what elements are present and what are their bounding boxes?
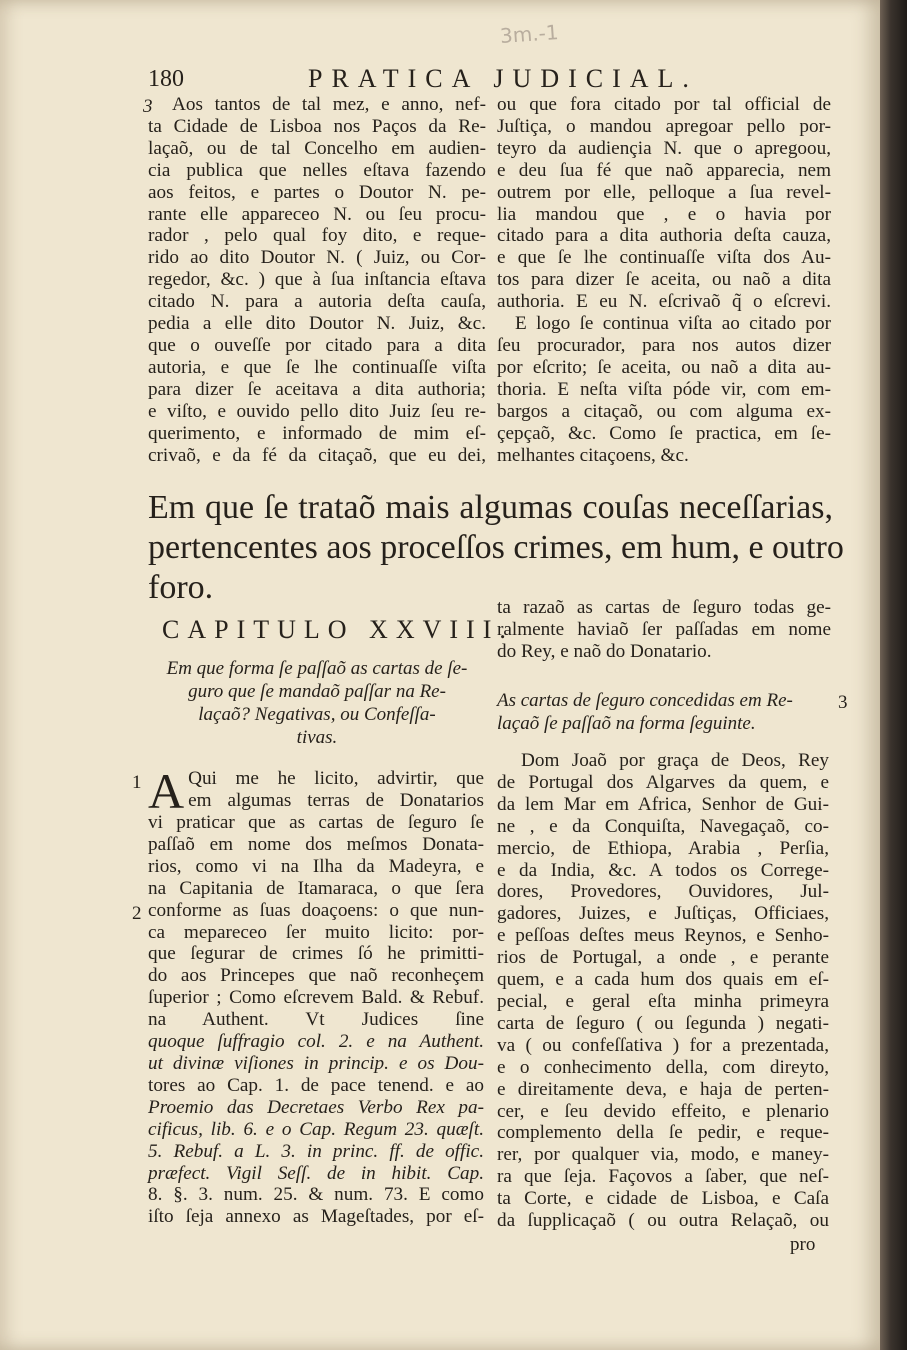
text-line: ta Corte, e cidade de Lisboa, e Caſa <box>497 1188 829 1210</box>
text-line: laçaõ, ou de tal Concelho em audien- <box>148 137 486 159</box>
margin-number: 2 <box>132 903 142 924</box>
heading-line: foro. <box>148 569 214 606</box>
text-line: conforme as ſuas doaçoens: o que nun- <box>148 899 484 921</box>
text-line: ne , e da Conquiſta, Navegaçaõ, co- <box>497 815 829 837</box>
text-line: querimento, e informado de mim eſ- <box>148 422 486 444</box>
text-line: e direitamente deva, e haja de perten- <box>497 1078 829 1100</box>
page-edge <box>880 0 907 1350</box>
text-line: e o conhecimento della, com direyto, <box>497 1056 829 1078</box>
text-line: ca mepareceo ſer muito licito: por- <box>148 921 484 943</box>
text-line: rante elle appareceo N. ou ſeu procu- <box>148 203 486 225</box>
text-line: E logo ſe continua viſta ao citado por <box>515 313 831 335</box>
text-line: gadores, Juizes, e Juſtiças, Officiaes, <box>497 903 829 925</box>
text-line: ut divinæ viſiones in princip. e os Dou- <box>148 1052 484 1074</box>
text-line: autoria, e que ſe lhe continuaſſe viſta <box>148 356 486 378</box>
text-line: carta de ſeguro ( ou ſegunda ) negati- <box>497 1012 829 1034</box>
text-line: ta razaõ as cartas de ſeguro todas ge- <box>497 597 831 618</box>
drop-cap: A <box>148 763 185 819</box>
column-c <box>148 763 484 1228</box>
text-line: rios, como vi na Ilha da Madeyra, e <box>148 855 484 877</box>
chapter-title-line: Em que forma ſe paſſaõ as cartas de ſe- <box>166 658 468 679</box>
text-line: quoque ſuffragio col. 2. e na Authent. <box>148 1031 484 1053</box>
text-line: que ſegurar de crimes ſó he primitti- <box>148 943 484 965</box>
text-line: e peſſoas deſtes meus Reynos, e Senho- <box>497 925 829 947</box>
text-line: e da India, &c. A todos os Correge- <box>497 859 829 881</box>
text-line: thoria. E neſta viſta póde vir, com em- <box>497 378 831 400</box>
text-line: quem, e a cada hum dos quais em eſ- <box>497 969 829 991</box>
text-line: paſſaõ em nome dos meſmos Donata- <box>148 833 484 855</box>
text-line: rer, por qualquer via, modo, e maney- <box>497 1144 829 1166</box>
text-line: bargos a citaçaõ, ou com alguma ex- <box>497 400 831 422</box>
text-line: tos para dizer ſe aceita, ou naõ a dita <box>497 269 831 291</box>
pencil-annotation: 3m.-1 <box>499 19 560 49</box>
margin-number: 3 <box>143 96 153 117</box>
text-line: ta Cidade de Lisboa nos Paços da Re- <box>148 115 486 137</box>
margin-title-line: As cartas de ſeguro concedidas em Re- <box>497 690 793 711</box>
text-line: complemento della ſe pedir, e reque- <box>497 1122 829 1144</box>
section-heading <box>148 488 844 608</box>
text-line: cer, e ſeu devido effeito, e plenario <box>497 1100 829 1122</box>
margin-title <box>497 689 831 735</box>
text-line: 5. Rebuf. a L. 3. in princ. ff. de offic. <box>148 1140 484 1162</box>
text-line: authoria. E eu N. eſcrivaõ q̃ o eſcrevi. <box>497 291 831 313</box>
text-line: vi praticar que as cartas de ſeguro ſe <box>148 812 484 833</box>
chapter-label: CAPITULO XXVIII. <box>162 615 514 644</box>
text-line: cificus, lib. 6. e o Cap. Regum 23. quæſt. <box>148 1118 484 1140</box>
text-line: ra que ſeja. Façovos a ſaber, que neſ- <box>497 1166 829 1188</box>
text-line: rido ao dito Doutor N. ( Juiz, ou Cor- <box>148 247 486 269</box>
running-head: PRATICA JUDICIAL. <box>308 64 698 93</box>
text-line: crivaõ, e da fé da citaçaõ, que eu dei, <box>148 444 486 466</box>
text-line: çepçaõ, &c. Como ſe practica, em ſe- <box>497 422 831 444</box>
text-line: ou que fora citado por tal official de <box>497 94 831 115</box>
text-line: Dom Joaõ por graça de Deos, Rey <box>521 750 829 771</box>
text-line: por eſcrito; ſe aceita, ou naõ a dita au- <box>497 356 831 378</box>
text-line: cia publica que nelles eſtava fazendo <box>148 159 486 181</box>
text-line: e deu ſua fé que naõ apparecia, nem <box>497 159 831 181</box>
text-line: da lem Mar em Africa, Senhor de Gui- <box>497 793 829 815</box>
text-line: dores, Provedores, Ouvidores, Jul- <box>497 881 829 903</box>
chapter-title-line: tivas. <box>296 727 338 748</box>
text-line: rador , pelo qual foy dito, e reque- <box>148 225 486 247</box>
text-line: Qui me he licito, advirtir, que <box>188 768 484 789</box>
column-a <box>148 94 486 466</box>
column-d <box>497 597 831 663</box>
text-line: Juſtiça, o mandou apregoar pello por- <box>497 115 831 137</box>
column-e <box>497 750 829 1232</box>
text-line: teyro da audiençia N. que o apregoou, <box>497 137 831 159</box>
text-line: para dizer ſe aceitava a dita authoria; <box>148 378 486 400</box>
text-line: que o ouveſſe por citado para a dita <box>148 334 486 356</box>
text-line: e que ſe lhe continuaſſe viſta dos Au- <box>497 247 831 269</box>
text-line: Aos tantos de tal mez, e anno, nef- <box>172 94 486 115</box>
page-header <box>148 64 828 94</box>
heading-line: Em que ſe trataõ mais algumas couſas neceſſarias, <box>148 489 833 526</box>
text-line: va ( ou confeſſativa ) for a prezentada, <box>497 1034 829 1056</box>
text-line: ralmente haviaõ ſer paſſadas em nome <box>497 618 831 640</box>
margin-number: 1 <box>132 772 142 793</box>
column-b <box>497 94 831 466</box>
text-line: lia mandou que , e o havia por <box>497 203 831 225</box>
text-line: citado para a dita authoria deſta cauza, <box>497 225 831 247</box>
text-line: mercio, de Ethiopa, Arabia , Perſia, <box>497 837 829 859</box>
text-line: e viſto, e ouvido pello dito Juiz ſeu re- <box>148 400 486 422</box>
chapter-title-line: guro que ſe mandaõ paſſar na Re- <box>188 681 446 702</box>
text-line: pedia a elle dito Doutor N. Juiz, &c. <box>148 313 486 335</box>
margin-title-line: laçaõ ſe paſſaõ na forma ſeguinte. <box>497 713 756 734</box>
text-line: melhantes citaçoens, &c. <box>497 444 689 466</box>
text-line: citado N. para a autoria deſta cauſa, <box>148 291 486 313</box>
text-line: do Rey, e naõ do Donatario. <box>497 640 712 662</box>
text-line: 8. §. 3. num. 25. & num. 73. E como <box>148 1184 484 1206</box>
text-line: ſuperior ; Como eſcrevem Bald. & Rebuf. na Authent. Vt Judices ſine <box>148 987 484 1031</box>
text-line: aos feitos, e partes o Doutor N. pe- <box>148 181 486 203</box>
text-line: outrem por elle, pelloque a ſua revel- <box>497 181 831 203</box>
text-line: pecial, e geral eſta minha primeyra <box>497 990 829 1012</box>
text-line: ſeu procurador, para nos autos dizer <box>497 334 831 356</box>
text-line: do aos Princepes que naõ reconheçem <box>148 965 484 987</box>
text-line: regedor, &c. ) que à ſua inſtancia eſtava <box>148 269 486 291</box>
chapter-title-line: laçaõ? Negativas, ou Confeſſa- <box>198 704 436 725</box>
text-line: iſto ſeja annexo as Mageſtades, por eſ- <box>148 1206 484 1228</box>
text-line: præfect. Vigil Seſſ. de in hibit. Cap. <box>148 1162 484 1184</box>
text-line: na Capitania de Itamaraca, o que ſera <box>148 877 484 899</box>
text-line: rios de Portugal, a onde , e perante <box>497 947 829 969</box>
heading-line: pertencentes aos proceſſos crimes, em hum, e outro <box>148 529 844 566</box>
chapter-title <box>148 657 486 749</box>
text-line: de Portugal dos Algarves da quem, e <box>497 771 829 793</box>
text-line: em algumas terras de Donatarios <box>188 789 484 811</box>
text-line: da ſupplicaçaõ ( ou outra Relaçaõ, ou <box>497 1210 829 1232</box>
margin-number: 3 <box>838 692 848 713</box>
page-number: 180 <box>148 66 184 92</box>
text-line: tores ao Cap. 1. de pace tenend. e ao <box>148 1074 484 1096</box>
catchword: pro <box>790 1234 816 1255</box>
text-line: Proemio das Decretaes Verbo Rex pa- <box>148 1096 484 1118</box>
